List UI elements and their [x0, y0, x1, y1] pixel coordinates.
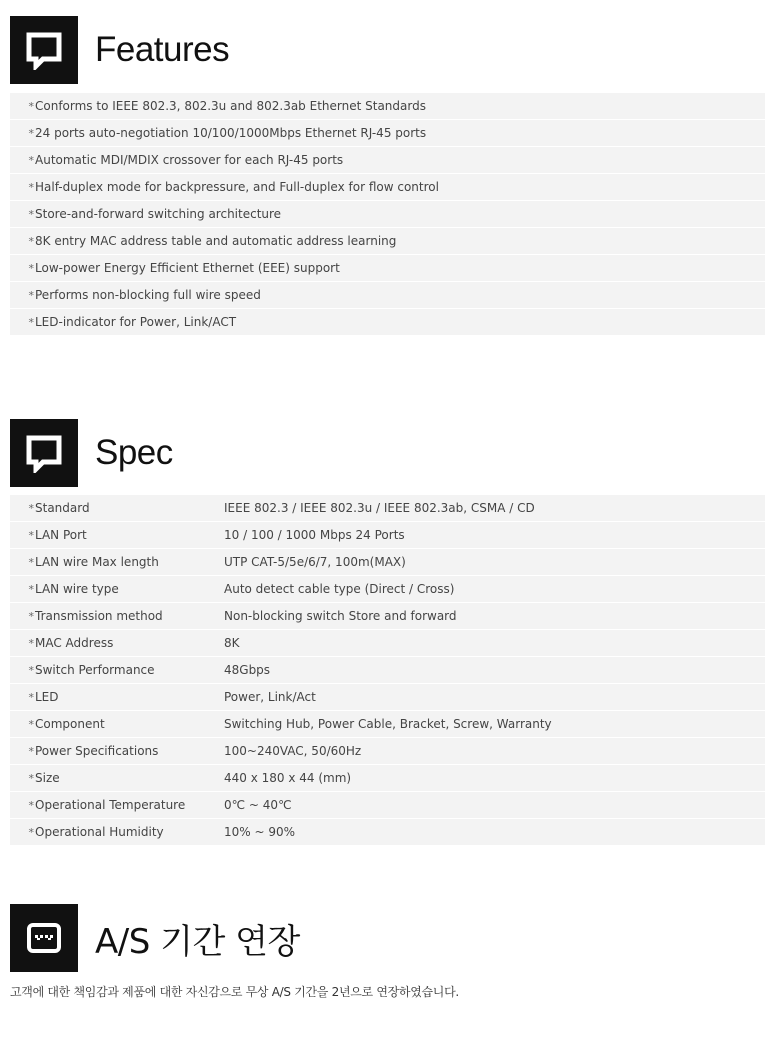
spec-label: Operational Humidity — [35, 825, 164, 839]
bullet-mark: * — [28, 288, 34, 302]
bullet-mark: * — [28, 582, 34, 596]
feature-text: LED-indicator for Power, Link/ACT — [35, 315, 237, 329]
spec-row — [10, 711, 765, 738]
bullet-mark: * — [28, 126, 34, 140]
feature-item — [10, 309, 765, 335]
spec-label: Transmission method — [35, 609, 163, 623]
spec-row — [10, 576, 765, 603]
bullet-mark: * — [28, 315, 34, 329]
speech-bubble-icon — [10, 419, 78, 487]
spec-row — [10, 630, 765, 657]
feature-text: Half-duplex mode for backpressure, and Full-duplex for flow control — [35, 180, 439, 194]
spec-label: LAN wire Max length — [35, 555, 159, 569]
bullet-mark: * — [28, 663, 34, 677]
spec-value: 10 / 100 / 1000 Mbps 24 Ports — [224, 528, 405, 542]
features-header — [10, 16, 229, 84]
feature-item — [10, 93, 765, 120]
spec-table — [10, 495, 765, 845]
bullet-mark: * — [28, 744, 34, 758]
bullet-mark: * — [28, 528, 34, 542]
spec-value: Auto detect cable type (Direct / Cross) — [224, 582, 455, 596]
bullet-mark: * — [28, 501, 34, 515]
spec-row — [10, 522, 765, 549]
bullet-mark: * — [28, 261, 34, 275]
feature-text: Low-power Energy Efficient Ethernet (EEE) support — [35, 261, 340, 275]
feature-text: Performs non-blocking full wire speed — [35, 288, 261, 302]
spec-row — [10, 765, 765, 792]
feature-text: 8K entry MAC address table and automatic address learning — [35, 234, 397, 248]
as-note: 고객에 대한 책임감과 제품에 대한 자신감으로 무상 A/S 기간을 2년으로 연장하였습니다. — [10, 985, 459, 999]
spec-label: Operational Temperature — [35, 798, 186, 812]
feature-text: Conforms to IEEE 802.3, 802.3u and 802.3ab Ethernet Standards — [35, 99, 426, 113]
spec-value: IEEE 802.3 / IEEE 802.3u / IEEE 802.3ab, CSMA / CD — [224, 501, 535, 515]
spec-label: Standard — [35, 501, 90, 515]
spec-value: 8K — [224, 636, 240, 650]
bullet-mark: * — [28, 555, 34, 569]
speech-bubble-icon — [10, 16, 78, 84]
feature-text: Store-and-forward switching architecture — [35, 207, 282, 221]
spec-label: Switch Performance — [35, 663, 155, 677]
spec-label: Component — [35, 717, 105, 731]
feature-item — [10, 201, 765, 228]
bullet-mark: * — [28, 609, 34, 623]
spec-value: 100~240VAC, 50/60Hz — [224, 744, 362, 758]
feature-item — [10, 174, 765, 201]
feature-item — [10, 147, 765, 174]
spec-row — [10, 684, 765, 711]
spec-value: 0℃ ~ 40℃ — [224, 798, 292, 812]
feature-text: 24 ports auto-negotiation 10/100/1000Mbps Ethernet RJ-45 ports — [35, 126, 427, 140]
spec-row — [10, 603, 765, 630]
spec-value: 10% ~ 90% — [224, 825, 296, 839]
spec-row — [10, 657, 765, 684]
bullet-mark: * — [28, 234, 34, 248]
feature-text: Automatic MDI/MDIX crossover for each RJ-45 ports — [35, 153, 344, 167]
spec-label: LAN Port — [35, 528, 87, 542]
bullet-mark: * — [28, 717, 34, 731]
spec-label: LED — [35, 690, 59, 704]
spec-row — [10, 495, 765, 522]
spec-value: Non-blocking switch Store and forward — [224, 609, 457, 623]
spec-row — [10, 792, 765, 819]
spec-value: Switching Hub, Power Cable, Bracket, Screw, Warranty — [224, 717, 552, 731]
spec-label: Size — [35, 771, 60, 785]
bullet-mark: * — [28, 798, 34, 812]
as-header — [10, 904, 300, 972]
spec-label: LAN wire type — [35, 582, 119, 596]
spec-row — [10, 819, 765, 845]
spec-value: 440 x 180 x 44 (mm) — [224, 771, 352, 785]
feature-item — [10, 120, 765, 147]
bullet-mark: * — [28, 153, 34, 167]
features-title: Features — [95, 30, 230, 69]
bullet-mark: * — [28, 99, 34, 113]
bullet-mark: * — [28, 690, 34, 704]
spec-value: UTP CAT-5/5e/6/7, 100m(MAX) — [224, 555, 406, 569]
spec-label: Power Specifications — [35, 744, 159, 758]
bullet-mark: * — [28, 207, 34, 221]
feature-item — [10, 255, 765, 282]
spec-value: Power, Link/Act — [224, 690, 316, 704]
spec-row — [10, 738, 765, 765]
monitor-icon — [10, 904, 78, 972]
spec-header — [10, 419, 173, 487]
spec-row — [10, 549, 765, 576]
bullet-mark: * — [28, 825, 34, 839]
features-list — [10, 93, 765, 335]
spec-label: MAC Address — [35, 636, 114, 650]
spec-title: Spec — [95, 433, 173, 472]
feature-item — [10, 282, 765, 309]
as-title: A/S 기간 연장 — [95, 921, 300, 962]
bullet-mark: * — [28, 180, 34, 194]
bullet-mark: * — [28, 636, 34, 650]
feature-item — [10, 228, 765, 255]
spec-value: 48Gbps — [224, 663, 271, 677]
bullet-mark: * — [28, 771, 34, 785]
